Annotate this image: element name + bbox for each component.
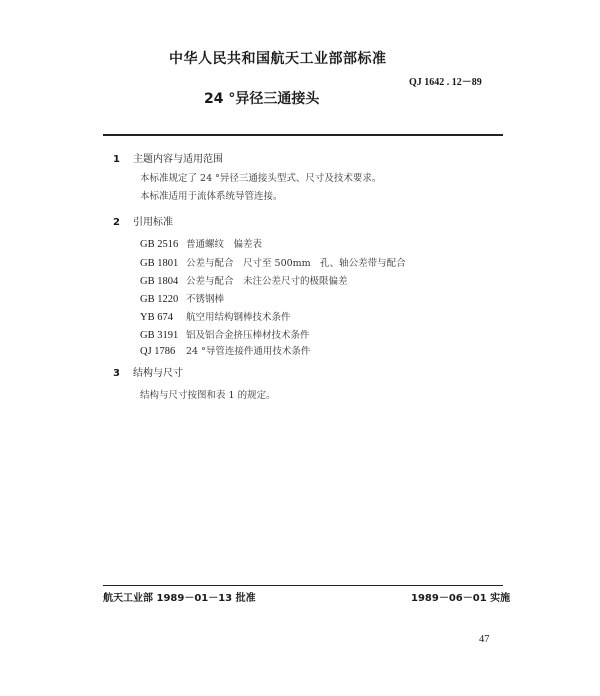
reference-name: 普通螺纹 偏差表 bbox=[186, 239, 263, 250]
section-1-title: 主题内容与适用范围 bbox=[133, 154, 223, 165]
document-title: 24 °异径三通接头 bbox=[204, 91, 320, 107]
section-2-title: 引用标准 bbox=[133, 217, 173, 228]
section-3-number: 3 bbox=[113, 368, 120, 379]
standard-number: QJ 1642 . 12－89 bbox=[409, 77, 482, 88]
section-3-title: 结构与尺寸 bbox=[133, 368, 183, 379]
reference-item bbox=[140, 255, 406, 269]
approval-date: 航天工业部 1989－01－13 批准 bbox=[103, 593, 256, 604]
reference-name: 航空用结构钢棒技术条件 bbox=[186, 312, 291, 323]
section-1-paragraph-2: 本标准适用于流体系统导管连接。 bbox=[140, 191, 283, 202]
reference-name: 不锈钢棒 bbox=[186, 294, 225, 305]
reference-name: 24 °导管连接件通用技术条件 bbox=[186, 346, 311, 357]
reference-code: GB 1804 bbox=[140, 276, 179, 287]
section-1-paragraph-1: 本标准规定了 24 °异径三通接头型式、尺寸及技术要求。 bbox=[140, 173, 382, 184]
reference-name: 公差与配合 尺寸至 500mm 孔、轴公差带与配合 bbox=[186, 258, 406, 269]
reference-item bbox=[140, 236, 262, 250]
section-3-heading bbox=[113, 364, 183, 379]
footer-rule bbox=[103, 585, 503, 586]
reference-item bbox=[140, 273, 348, 287]
reference-code: GB 2516 bbox=[140, 239, 179, 250]
section-2-heading bbox=[113, 213, 173, 228]
reference-code: QJ 1786 bbox=[140, 346, 176, 357]
effective-date: 1989－06－01 实施 bbox=[411, 593, 511, 604]
section-3-paragraph-1: 结构与尺寸按图和表 1 的规定。 bbox=[140, 390, 276, 401]
section-1-heading bbox=[113, 150, 223, 165]
reference-item bbox=[140, 309, 291, 323]
reference-code: GB 3191 bbox=[140, 330, 179, 341]
header-rule bbox=[103, 134, 503, 136]
reference-code: GB 1801 bbox=[140, 258, 179, 269]
reference-code: GB 1220 bbox=[140, 294, 179, 305]
issuing-organization: 中华人民共和国航天工业部部标准 bbox=[169, 51, 387, 67]
reference-item bbox=[140, 343, 310, 357]
reference-code: YB 674 bbox=[140, 312, 173, 323]
page-number: 47 bbox=[479, 634, 490, 645]
reference-name: 公差与配合 未注公差尺寸的极限偏差 bbox=[186, 276, 348, 287]
section-1-number: 1 bbox=[113, 154, 120, 165]
reference-item bbox=[140, 327, 310, 341]
section-2-number: 2 bbox=[113, 217, 120, 228]
reference-item bbox=[140, 291, 224, 305]
reference-name: 铝及铝合金挤压棒材技术条件 bbox=[186, 330, 310, 341]
